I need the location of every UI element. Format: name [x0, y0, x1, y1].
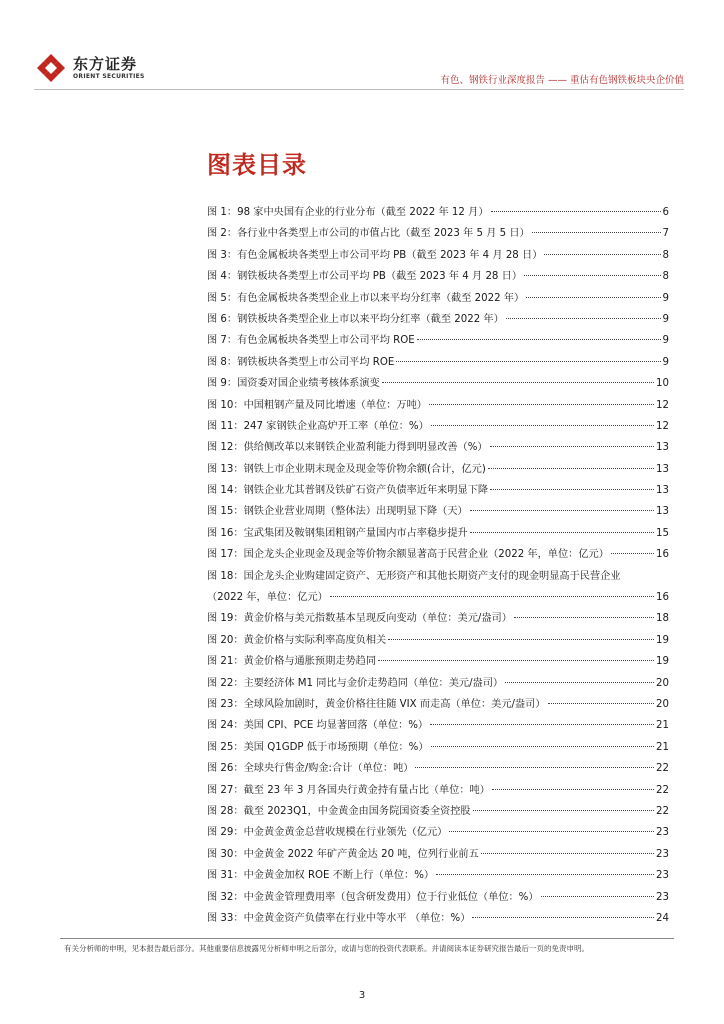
toc-entry-page: 13 [656, 485, 669, 497]
toc-entry-label: 图 30：中金黄金 2022 年矿产黄金达 20 吨，位列行业前五 [207, 848, 479, 860]
toc-entry-label: 图 14：钢铁企业尤其普钢及铁矿石资产负债率近年来明显下降 [207, 485, 489, 497]
toc-entry-page: 23 [656, 827, 669, 839]
disclaimer-text: 有关分析师的申明，见本报告最后部分。其他重要信息披露见分析师申明之后部分，或请与您的投资代表联系。并请阅读本证券研究报告最后一页的免责申明。 [64, 944, 589, 953]
toc-entry[interactable] [207, 801, 669, 822]
toc-leader-dots [481, 853, 654, 854]
toc-entry-label: 图 21：黄金价格与通胀预期走势趋同 [207, 656, 377, 668]
toc-entry-page: 16 [656, 549, 669, 561]
toc-entry[interactable] [207, 480, 669, 501]
toc-leader-dots [378, 660, 654, 661]
toc-entry-page: 16 [656, 592, 669, 604]
toc-entry-label: 图 23：全球风险加剧时，黄金价格往往随 VIX 而走高（单位：美元/盎司） [207, 698, 546, 710]
section-title: 图表目录 [207, 151, 307, 179]
toc-entry-page: 23 [656, 848, 669, 860]
table-of-figures [207, 202, 669, 929]
toc-leader-dots [431, 746, 654, 747]
toc-entry-label: 图 1：98 家中央国有企业的行业分布（截至 2022 年 12 月） [207, 207, 489, 218]
toc-leader-dots [388, 639, 654, 640]
toc-entry[interactable] [207, 608, 669, 629]
toc-entry[interactable] [207, 459, 669, 480]
toc-entry-page: 9 [662, 292, 669, 304]
toc-entry[interactable] [207, 694, 669, 715]
toc-entry-page: 13 [656, 442, 669, 454]
toc-entry[interactable] [207, 202, 669, 223]
toc-leader-dots [436, 874, 654, 875]
toc-leader-dots [431, 425, 654, 426]
toc-leader-dots [429, 404, 654, 405]
toc-entry[interactable] [207, 416, 669, 437]
toc-leader-dots [526, 297, 660, 298]
toc-entry-page: 23 [656, 870, 669, 882]
toc-leader-dots [505, 682, 654, 683]
toc-entry[interactable] [207, 758, 669, 779]
toc-leader-dots [492, 789, 654, 790]
toc-leader-dots [532, 232, 661, 233]
toc-entry[interactable] [207, 437, 669, 458]
toc-entry-label: 图 26：全球央行售金/购金:合计（单位：吨） [207, 763, 414, 775]
toc-entry-label: 图 5：有色金属板块各类型企业上市以来平均分红率（截至 2022 年） [207, 292, 525, 304]
toc-entry-page: 21 [656, 741, 669, 753]
toc-entry-page: 19 [656, 634, 669, 646]
logo-chinese-name: 东方证券 [73, 54, 138, 73]
toc-entry-page: 9 [662, 356, 669, 368]
toc-leader-dots [544, 254, 660, 255]
toc-entry[interactable] [207, 544, 669, 565]
toc-entry-page: 15 [656, 527, 669, 539]
toc-entry[interactable] [207, 651, 669, 672]
toc-entry[interactable] [207, 865, 669, 886]
header-divider [34, 89, 684, 90]
toc-entry-label: 图 16：宝武集团及鞍钢集团粗钢产量国内市占率稳步提升 [207, 527, 468, 539]
toc-entry-label: 图 20：黄金价格与实际利率高度负相关 [207, 634, 387, 646]
toc-leader-dots [430, 724, 654, 725]
toc-entry-label: 图 17：国企龙头企业现金及现金等价物余额显著高于民营企业（2022 年，单位：亿元） [207, 549, 609, 561]
toc-entry-page: 13 [656, 463, 669, 475]
toc-entry[interactable] [207, 288, 669, 309]
toc-entry-page: 22 [656, 805, 669, 817]
toc-leader-dots [506, 318, 661, 319]
toc-leader-dots [415, 767, 654, 768]
toc-entry-label: 图 31：中金黄金加权 ROE 不断上行（单位：%） [207, 870, 435, 882]
report-subtitle: 有色、钢铁行业深度报告 —— 重估有色钢铁板块央企价值 [440, 75, 684, 86]
company-logo [34, 48, 174, 88]
toc-leader-dots [417, 339, 661, 340]
toc-entry-page: 20 [656, 677, 669, 689]
toc-entry-label: 图 24：美国 CPI、PCE 均显著回落（单位：%） [207, 720, 429, 732]
toc-leader-dots [470, 532, 654, 533]
page-number: 3 [358, 990, 366, 1001]
toc-entry[interactable] [207, 780, 669, 801]
toc-entry-label: 图 8：钢铁板块各类型上市公司平均 ROE [207, 356, 395, 368]
toc-entry-page: 8 [662, 271, 669, 283]
toc-entry[interactable] [207, 737, 669, 758]
toc-entry-label: 图 22：主要经济体 M1 同比与金价走势趋同（单位：美元/盎司） [207, 677, 504, 689]
toc-entry[interactable] [207, 501, 669, 522]
toc-entry[interactable] [207, 523, 669, 544]
toc-entry-label-continued: （2022 年，单位：亿元） [207, 592, 328, 604]
toc-entry[interactable] [207, 395, 669, 416]
toc-entry-page: 19 [656, 656, 669, 668]
orient-securities-logo-icon [34, 51, 68, 85]
toc-entry-label: 图 19：黄金价格与美元指数基本呈现反向变动（单位：美元/盎司） [207, 613, 512, 625]
logo-english-name: ORIENT SECURITIES [73, 72, 145, 80]
toc-leader-dots [514, 617, 654, 618]
toc-entry[interactable] [207, 630, 669, 651]
toc-entry-label: 图 10：中国粗钢产量及同比增速（单位：万吨） [207, 399, 427, 411]
toc-entry-label: 图 6：钢铁板块各类型企业上市以来平均分红率（截至 2022 年） [207, 313, 504, 325]
toc-entry[interactable] [207, 373, 669, 394]
toc-entry[interactable] [207, 566, 669, 609]
toc-leader-dots [470, 510, 654, 511]
toc-leader-dots [541, 896, 655, 897]
toc-entry-label: 图 25：美国 Q1GDP 低于市场预期（单位：%） [207, 741, 429, 753]
toc-leader-dots [382, 382, 654, 383]
toc-entry-page: 6 [662, 207, 669, 218]
toc-entry-page: 22 [656, 784, 669, 796]
toc-entry-page: 9 [662, 313, 669, 325]
toc-entry-label: 图 2：各行业中各类型上市公司的市值占比（截至 2023 年 5 月 5 日） [207, 228, 530, 240]
toc-entry-label: 图 33：中金黄金资产负债率在行业中等水平 （单位：%） [207, 912, 471, 924]
toc-entry-page: 12 [656, 399, 669, 411]
toc-entry-label: 图 7：有色金属板块各类型上市公司平均 ROE [207, 335, 415, 347]
page-header [0, 0, 724, 100]
toc-entry-page: 23 [656, 891, 669, 903]
toc-leader-dots [611, 553, 654, 554]
toc-leader-dots [548, 703, 655, 704]
footer-divider [60, 938, 674, 939]
toc-entry-label: 图 18：国企龙头企业购建固定资产、无形资产和其他长期资产支付的现金明显高于民营企业 [207, 570, 621, 582]
toc-entry-page: 21 [656, 720, 669, 732]
toc-leader-dots [449, 831, 654, 832]
toc-entry-page: 9 [662, 335, 669, 347]
toc-entry[interactable] [207, 245, 669, 266]
toc-entry-label: 图 15：钢铁企业营业周期（整体法）出现明显下降（天） [207, 506, 468, 518]
toc-entry-page: 13 [656, 506, 669, 518]
toc-entry[interactable] [207, 330, 669, 351]
toc-leader-dots [524, 275, 661, 276]
toc-entry-label: 图 29：中金黄金黄金总营收规模在行业领先（亿元） [207, 827, 448, 839]
toc-entry[interactable] [207, 223, 669, 244]
toc-leader-dots [396, 361, 660, 362]
toc-leader-dots [491, 211, 661, 212]
toc-entry[interactable] [207, 715, 669, 736]
toc-entry-label: 图 11：247 家钢铁企业高炉开工率（单位：%） [207, 420, 429, 432]
toc-leader-dots [490, 446, 654, 447]
toc-leader-dots [490, 489, 654, 490]
toc-entry[interactable] [207, 844, 669, 865]
toc-entry[interactable] [207, 887, 669, 908]
toc-entry[interactable] [207, 352, 669, 373]
toc-entry[interactable] [207, 309, 669, 330]
toc-leader-dots [488, 468, 654, 469]
toc-entry[interactable] [207, 822, 669, 843]
toc-entry-label: 图 3：有色金属板块各类型上市公司平均 PB（截至 2023 年 4 月 28 日） [207, 249, 543, 261]
toc-entry-page: 20 [656, 698, 669, 710]
toc-entry-label: 图 4：钢铁板块各类型上市公司平均 PB（截至 2023 年 4 月 28 日） [207, 271, 523, 283]
toc-entry[interactable] [207, 673, 669, 694]
toc-leader-dots [472, 917, 654, 918]
toc-entry-page: 10 [656, 378, 669, 390]
toc-entry-page: 18 [656, 613, 669, 625]
toc-entry-label: 图 32：中金黄金管理费用率（包含研发费用）位于行业低位（单位：%） [207, 891, 539, 903]
toc-entry-page: 7 [662, 228, 669, 240]
toc-leader-dots [330, 596, 654, 597]
toc-leader-dots [473, 810, 654, 811]
toc-entry-page: 12 [656, 420, 669, 432]
toc-entry-page: 22 [656, 763, 669, 775]
toc-entry-label: 图 27：截至 23 年 3 月各国央行黄金持有量占比（单位：吨） [207, 784, 490, 796]
toc-entry-page: 8 [662, 249, 669, 261]
toc-entry-label: 图 13：钢铁上市企业期末现金及现金等价物余额(合计，亿元) [207, 463, 486, 475]
toc-entry-label: 图 9：国资委对国企业绩考核体系演变 [207, 378, 380, 390]
toc-entry-label: 图 12：供给侧改革以来钢铁企业盈利能力得到明显改善（%） [207, 442, 488, 454]
toc-entry-page: 24 [656, 912, 669, 924]
toc-entry[interactable] [207, 266, 669, 287]
toc-entry[interactable] [207, 908, 669, 929]
toc-entry-label: 图 28：截至 2023Q1，中金黄金由国务院国资委全资控股 [207, 805, 471, 817]
